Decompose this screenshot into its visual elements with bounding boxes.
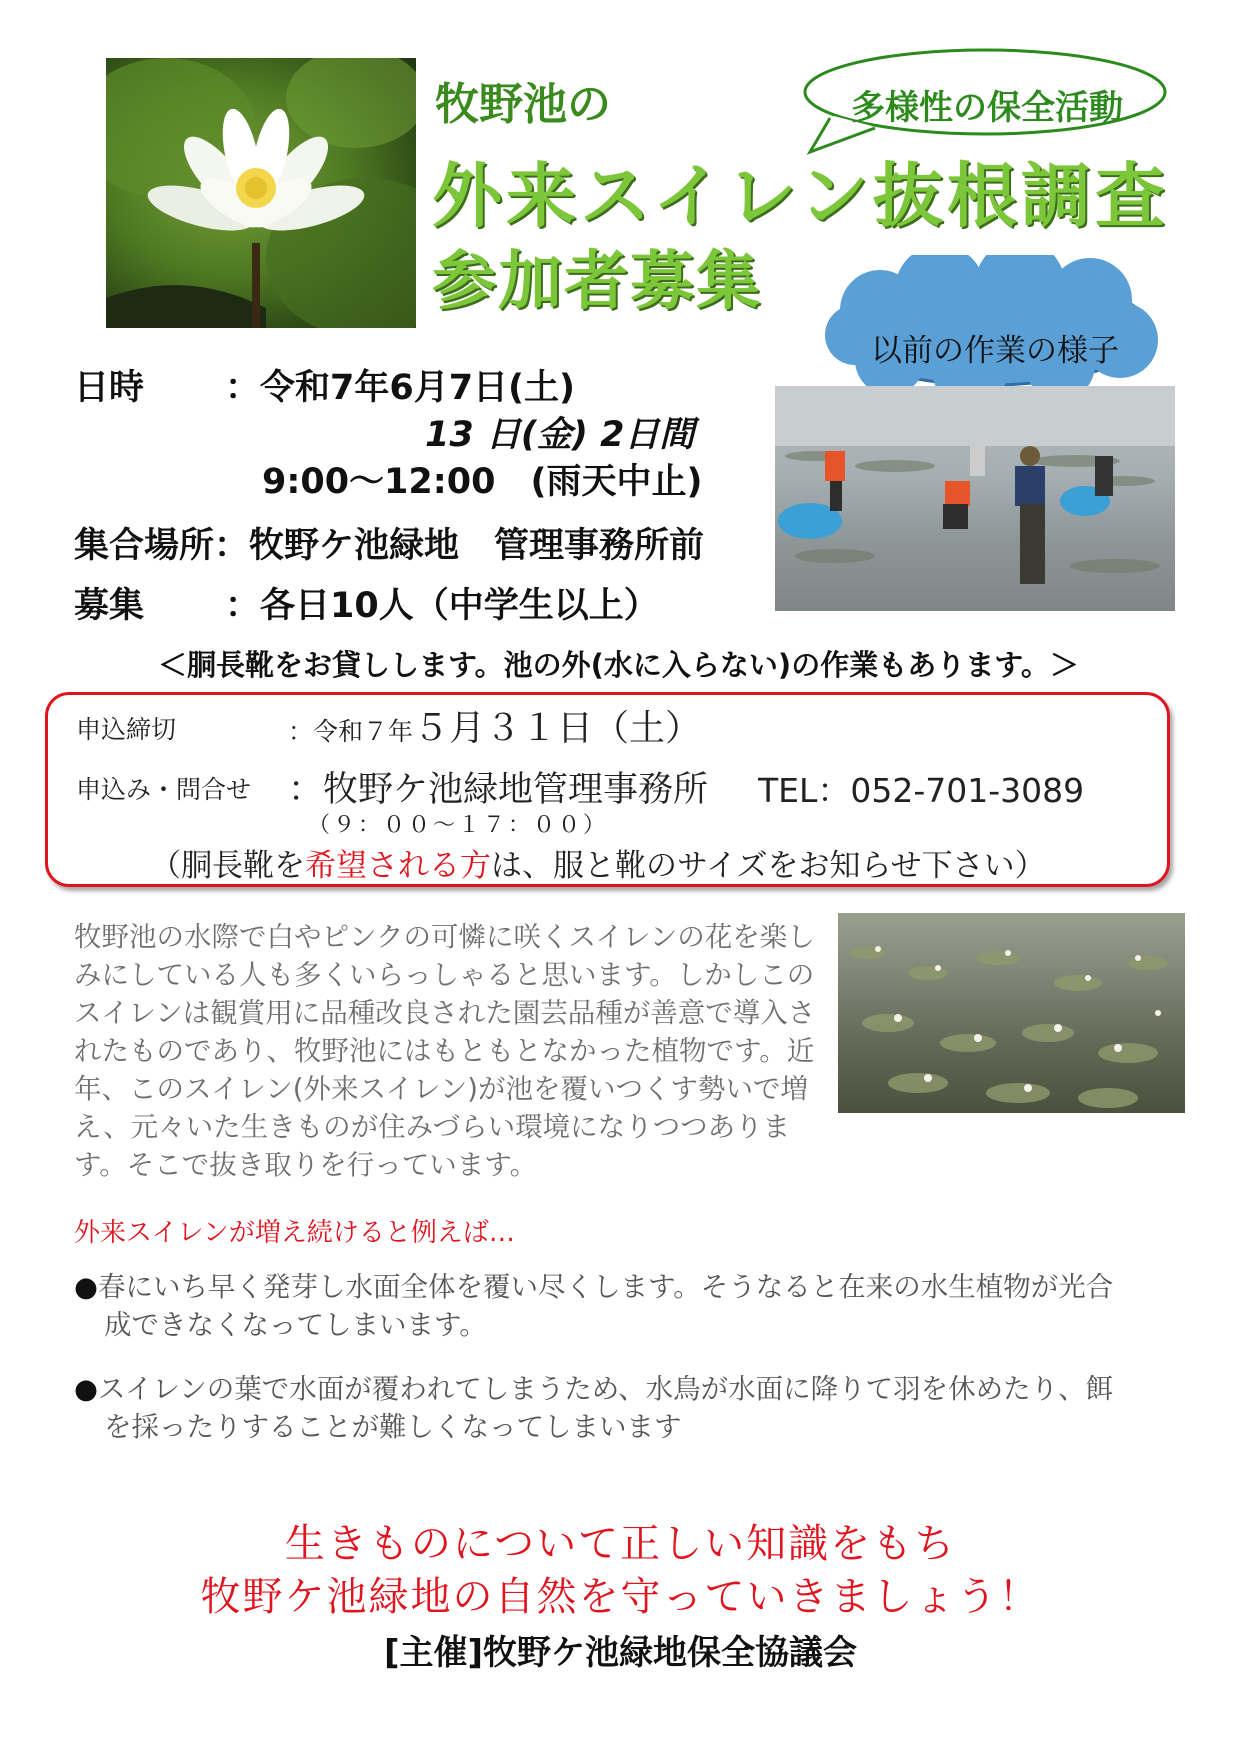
title-line-1: 牧野池の	[435, 79, 611, 130]
contact-phone: TEL：052-701-3089	[758, 771, 1085, 810]
bullet1-line1: 春にいち早く発芽し水面全体を覆い尽くします。そうなると在来の水生植物が光合	[98, 1271, 1114, 1303]
office-hours: （９：００～１７：００）	[308, 813, 609, 838]
example-heading: 外来スイレンが増え続けると例えば…	[74, 1218, 515, 1248]
bullet2-line2: を採ったりすることが難しくなってしまいます	[104, 1411, 682, 1443]
contact-label: 申込み・問合せ	[76, 775, 252, 804]
list-item	[74, 1268, 1184, 1344]
previous-work-photo	[775, 386, 1175, 611]
speech-bubble-text: 多様性の保全活動	[851, 88, 1123, 128]
contact-organization: ：牧野ケ池緑地管理事務所	[288, 770, 709, 810]
water-lily-photo	[106, 58, 416, 328]
bullet1-line2: 成できなくなってしまいます。	[104, 1309, 487, 1341]
size-note-part1: （胴長靴を	[150, 848, 305, 884]
title-main: 外来スイレン抜根調査	[432, 155, 1169, 237]
size-note	[150, 840, 1046, 885]
bullet-icon: ●	[74, 1373, 98, 1405]
organizer: [主催]牧野ケ池緑地保全協議会	[383, 1633, 858, 1673]
deadline-label: 申込締切	[76, 715, 177, 744]
deadline-prefix: ：令和７年	[288, 717, 414, 746]
pond-lilies-photo	[838, 913, 1185, 1113]
date-label: 日時	[74, 368, 145, 408]
boots-note: ＜胴長靴をお貸しします。池の外(水に入らない)の作業もあります。＞	[158, 648, 1079, 682]
description-paragraph: 牧野池の水際で白やピンクの可憐に咲くスイレンの花を楽しみにしている人も多くいらっしゃると思います。しかしこのスイレンは観賞用に品種改良された園芸品種が善意で導入されたものであり、牧野池にはもともとなかった植物です。近年、このスイレン(外来スイレン)が池を覆いつくす勢いで増え、元々いた生きものが住みづらい環境になりつつあります。そこで抜き取りを行っています。	[74, 921, 816, 1181]
list-item	[74, 1370, 1184, 1446]
recruit-value: ：各日10人（中学生以上）	[225, 586, 659, 626]
bullet2-line1: スイレンの葉で水面が覆われてしまうため、水鳥が水面に降りて羽を休めたり、餌	[98, 1373, 1114, 1405]
size-note-part2: は、服と靴のサイズをお知らせ下さい）	[491, 848, 1046, 884]
date-line-2: 13 日(金) 2日間	[425, 415, 695, 455]
size-note-highlight: 希望される方	[305, 848, 491, 884]
date-line-1: ：令和7年6月7日(土)	[225, 368, 576, 408]
meeting-place: 集合場所：牧野ケ池緑地 管理事務所前	[74, 526, 705, 566]
time-line: 9:00～12:00 (雨天中止)	[262, 462, 703, 502]
bullet-icon: ●	[74, 1271, 98, 1303]
closing-message-2: 牧野ケ池緑地の自然を守っていきましょう！	[200, 1574, 1041, 1620]
deadline-date: ５月３１日（土）	[413, 708, 702, 749]
title-recruit: 参加者募集	[432, 245, 762, 319]
deadline-value	[288, 700, 701, 751]
work-photo-caption: 以前の作業の様子	[871, 333, 1119, 369]
closing-message-1: 生きものについて正しい知識をもち	[284, 1521, 957, 1567]
recruit-label: 募集	[74, 586, 145, 626]
